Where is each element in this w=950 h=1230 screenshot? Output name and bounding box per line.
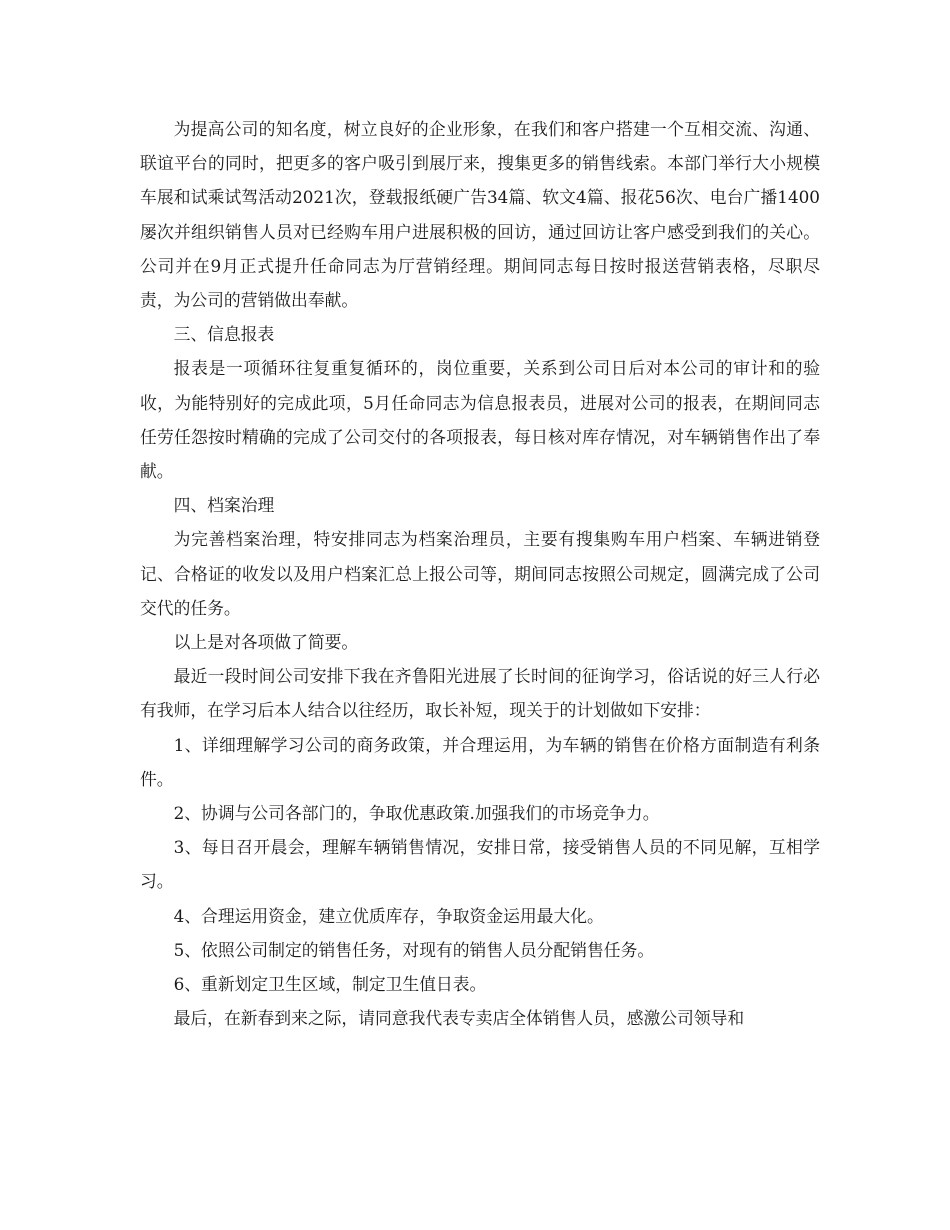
paragraph-closing: 最后，在新春到来之际，请同意我代表专卖店全体销售人员，感激公司领导和 bbox=[173, 1008, 745, 1029]
section-heading-info-reports: 三、信息报表 bbox=[173, 324, 275, 345]
plan-item-2: 2、协调与公司各部门的，争取优惠政策.加强我们的市场竞争力。 bbox=[173, 803, 660, 824]
paragraph-archive-management: 为完善档案治理，特安排同志为档案治理员，主要有搜集购车用户档案、车辆进销登记、合格证的收发以及用户档案汇总上报公司等，期间同志按照公司规定，圆满完成了公司交代的任务。 bbox=[140, 529, 820, 618]
paragraph-summary: 以上是对各项做了简要。 bbox=[173, 632, 359, 653]
section-heading-archive-management: 四、档案治理 bbox=[173, 495, 275, 516]
plan-item-4: 4、合理运用资金，建立优质库存，争取资金运用最大化。 bbox=[173, 905, 604, 926]
document-body bbox=[140, 112, 820, 1035]
paragraph-plan-intro: 最近一段时间公司安排下我在齐鲁阳光进展了长时间的征询学习，俗话说的好三人行必有我师，在学习后本人结合以往经历，取长补短，现关于的计划做如下安排： bbox=[140, 666, 820, 721]
plan-item-1: 1、详细理解学习公司的商务政策，并合理运用，为车辆的销售在价格方面制造有利条件。 bbox=[140, 734, 820, 789]
plan-item-5: 5、依照公司制定的销售任务，对现有的销售人员分配销售任务。 bbox=[173, 939, 655, 960]
plan-item-6: 6、重新划定卫生区域，制定卫生值日表。 bbox=[173, 974, 487, 995]
plan-item-3: 3、每日召开晨会，理解车辆销售情况，安排日常，接受销售人员的不同见解，互相学习。 bbox=[140, 837, 820, 892]
paragraph-info-reports: 报表是一项循环往复重复循环的，岗位重要，关系到公司日后对本公司的审计和的验收，为能特别好的完成此项，5月任命同志为信息报表员，进展对公司的报表，在期间同志任劳任怨按时精确的完成了公司交付的各项报表，每日核对库存情况，对车辆销售作出了奉献。 bbox=[140, 358, 820, 482]
paragraph-exhibition-activities: 为提高公司的知名度，树立良好的企业形象，在我们和客户搭建一个互相交流、沟通、联谊平台的同时，把更多的客户吸引到展厅来，搜集更多的销售线索。本部门举行大小规模车展和试乘试驾活动2021次，登载报纸硬广告34篇、软文4篇、报花56次、电台广播1400屡次并组织销售人员对已经购车用户进展积极的回访，通过回访让客户感受到我们的关心。公司并在9月正式提升任命同志为厅营销经理。期间同志每日按时报送营销表格，尽职尽责，为公司的营销做出奉献。 bbox=[140, 119, 820, 311]
